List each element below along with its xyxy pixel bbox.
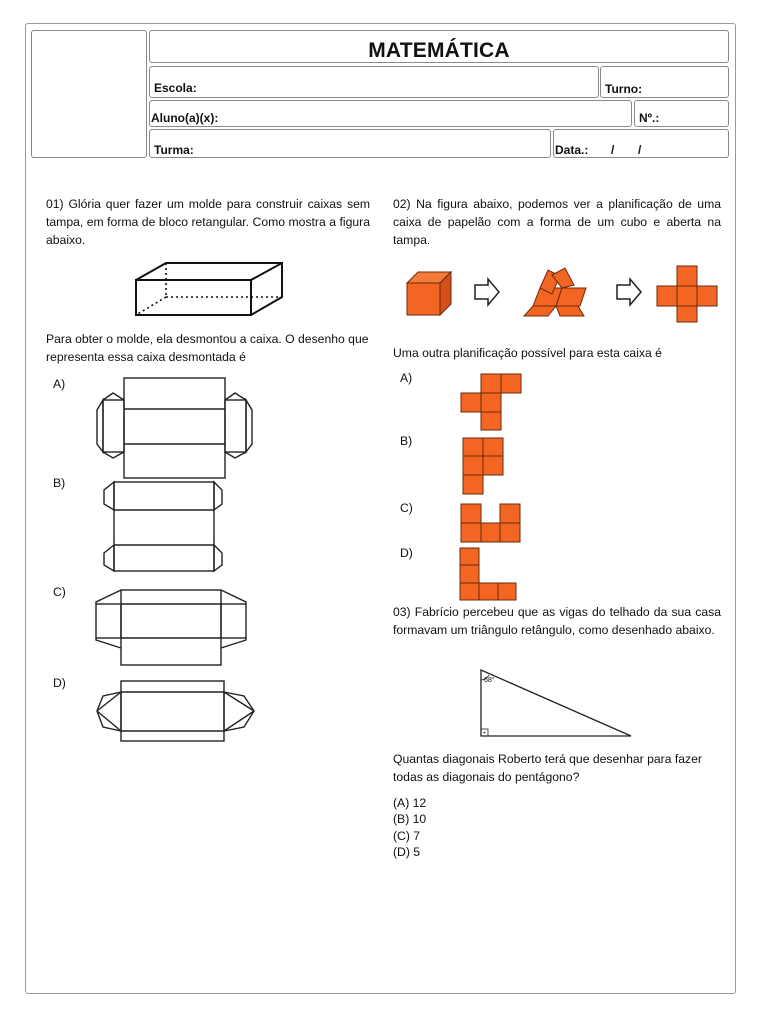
q1-option-c[interactable]: C) <box>53 585 66 599</box>
date-separator: / <box>638 143 642 157</box>
q1-option-a[interactable]: A) <box>53 377 66 391</box>
q1-option-b[interactable]: B) <box>53 476 66 490</box>
q2-option-c[interactable]: C) <box>400 501 413 515</box>
angle-label: 68° <box>484 677 495 684</box>
q3-answer-a[interactable]: (A) 12 <box>393 796 427 810</box>
q2-option-d[interactable]: D) <box>400 546 413 560</box>
q2-prompt: Uma outra planificação possível para esta caixa é <box>393 346 662 360</box>
q3-answer-d[interactable]: (D) 5 <box>393 845 421 859</box>
q3-text: 03) Fabrício percebeu que as vigas do telhado da sua casa formavam um triângulo retângulo, como desenhado abaixo. <box>393 605 721 637</box>
q1-prompt: Para obter o molde, ela desmontou a caixa. O desenho que representa essa caixa desmontada é <box>46 332 369 364</box>
student-label: Aluno(a)(x): <box>151 111 219 125</box>
q1-text: 01) Glória quer fazer um molde para construir caixas sem tampa, em forma de bloco retangular. Como mostra a figura abaixo. <box>46 197 370 247</box>
q3-answer-b[interactable]: (B) 10 <box>393 812 427 826</box>
q3-question: Quantas diagonais Roberto terá que desenhar para fazer todas as diagonais do pentágono? <box>393 752 702 784</box>
q2-option-a[interactable]: A) <box>400 371 413 385</box>
number-label: Nº.: <box>639 111 660 125</box>
shift-label: Turno: <box>605 82 643 96</box>
date-label: Data.: <box>555 143 589 157</box>
q3-answer-c[interactable]: (C) 7 <box>393 829 421 843</box>
q2-option-b[interactable]: B) <box>400 434 413 448</box>
q1-option-d[interactable]: D) <box>53 676 66 690</box>
date-separator: / <box>611 143 615 157</box>
q2-text: 02) Na figura abaixo, podemos ver a planificação de uma caixa de papelão com a forma de um cubo e aberta na tampa. <box>393 197 721 247</box>
class-label: Turma: <box>154 143 194 157</box>
page-title: MATEMÁTICA <box>368 39 510 62</box>
school-label: Escola: <box>154 81 197 95</box>
